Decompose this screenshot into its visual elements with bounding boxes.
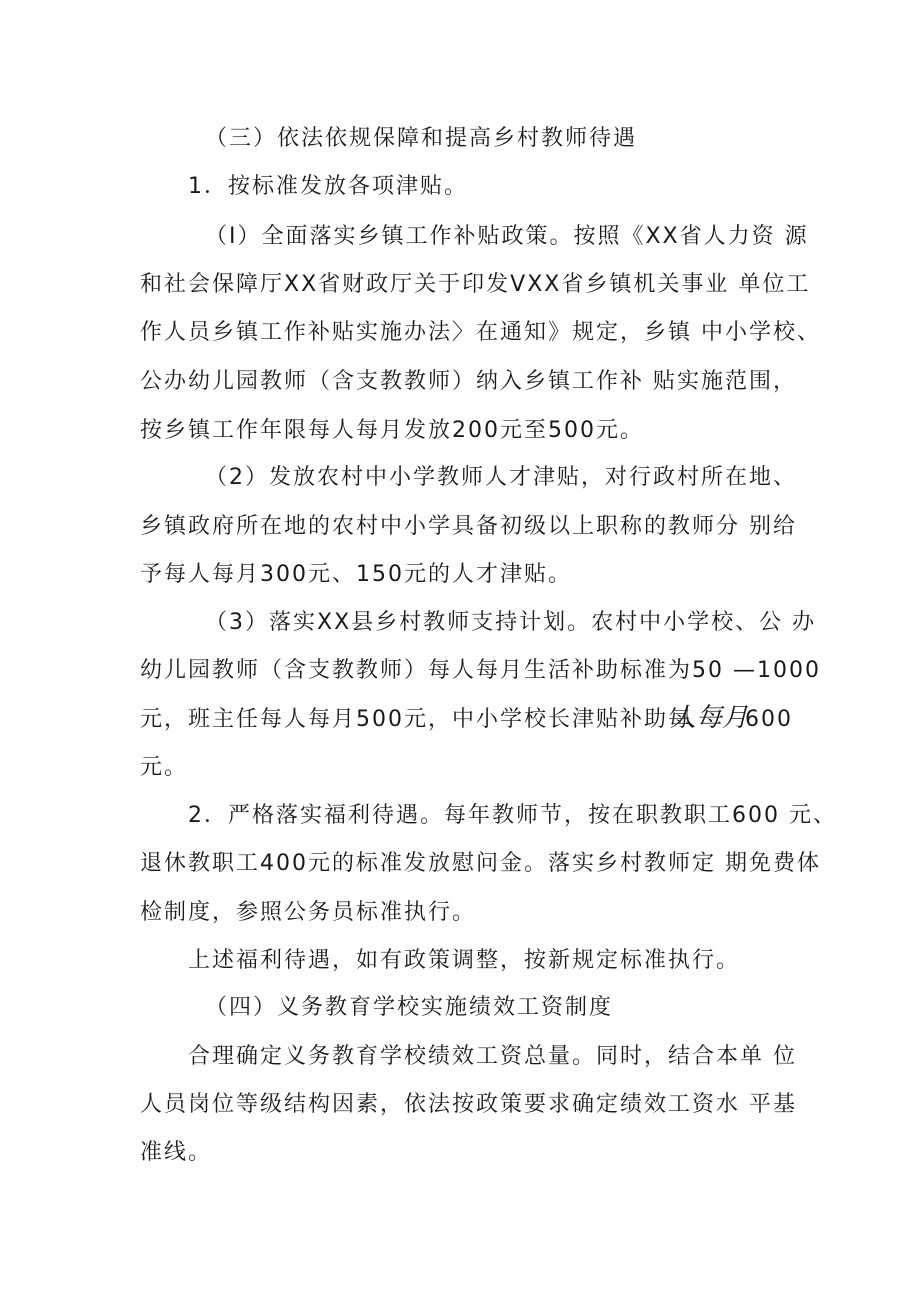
item-2-line-2: 退休教职工400元的标准发放慰问金。落实乡村教师定 期免费体 bbox=[140, 851, 821, 876]
paragraph-1-line-1: （I）全面落实乡镇工作补贴政策。按照《XX省人力资 源 bbox=[205, 224, 809, 249]
paragraph-3-line-1: （3）落实XX县乡村教师支持计划。农村中小学校、公 办 bbox=[205, 610, 817, 635]
paragraph-1-line-5: 按乡镇工作年限每人每月发放200元至500元。 bbox=[140, 418, 644, 443]
paragraph-1-line-3: 作人员乡镇工作补贴实施办法〉在通知》规定，乡镇 中小学校、 bbox=[140, 320, 821, 345]
paragraph-4-line-1: 合理确定义务教育学校绩效工资总量。同时，结合本单 位 bbox=[188, 1044, 797, 1069]
item-2-line-3: 检制度，参照公务员标准执行。 bbox=[140, 900, 477, 925]
paragraph-4-line-2: 人员岗位等级结构因素，依法按政策要求确定绩效工资水 平基 bbox=[140, 1092, 797, 1117]
paragraph-3-line-3: 元，班主任每人每月500元，中小学校长津贴补助每 bbox=[140, 707, 692, 732]
section-heading-4: （四）义务教育学校实施绩效工资制度 bbox=[205, 995, 614, 1020]
item-2-line-1: 2．严格落实福利待遇。每年教师节，按在职教职工600 元、 bbox=[188, 803, 837, 828]
paragraph-2-line-2: 乡镇政府所在地的农村中小学具备初级以上职称的教师分 别给 bbox=[140, 514, 797, 539]
paragraph-2-line-3: 予每人每月300元、150元的人才津贴。 bbox=[140, 562, 572, 587]
item-heading-1: 1．按标准发放各项津贴。 bbox=[188, 174, 468, 199]
section-heading-3: （三）依法依规保障和提高乡村教师待遇 bbox=[205, 126, 638, 151]
paragraph-3-line-2: 幼儿园教师（含支教教师）每人每月生活补助标准为50 —1000 bbox=[140, 658, 821, 683]
paragraph-4-line-3: 准线。 bbox=[140, 1140, 213, 1165]
paragraph-3-handwritten-text: 人每月 bbox=[670, 703, 749, 733]
paragraph-1-line-2: 和社会保障厅XX省财政厅关于印发VXX省乡镇机关事业 单位工 bbox=[140, 272, 811, 297]
note-line: 上述福利待遇，如有政策调整，按新规定标准执行。 bbox=[188, 948, 741, 973]
paragraph-1-line-4: 公办幼儿园教师（含支教教师）纳入乡镇工作补 贴实施范围， bbox=[140, 369, 797, 394]
paragraph-3-line-4: 元。 bbox=[140, 755, 189, 780]
paragraph-3-amount: 600 bbox=[745, 707, 793, 732]
paragraph-2-line-1: （2）发放农村中小学教师人才津贴，对行政村所在地、 bbox=[205, 465, 797, 490]
